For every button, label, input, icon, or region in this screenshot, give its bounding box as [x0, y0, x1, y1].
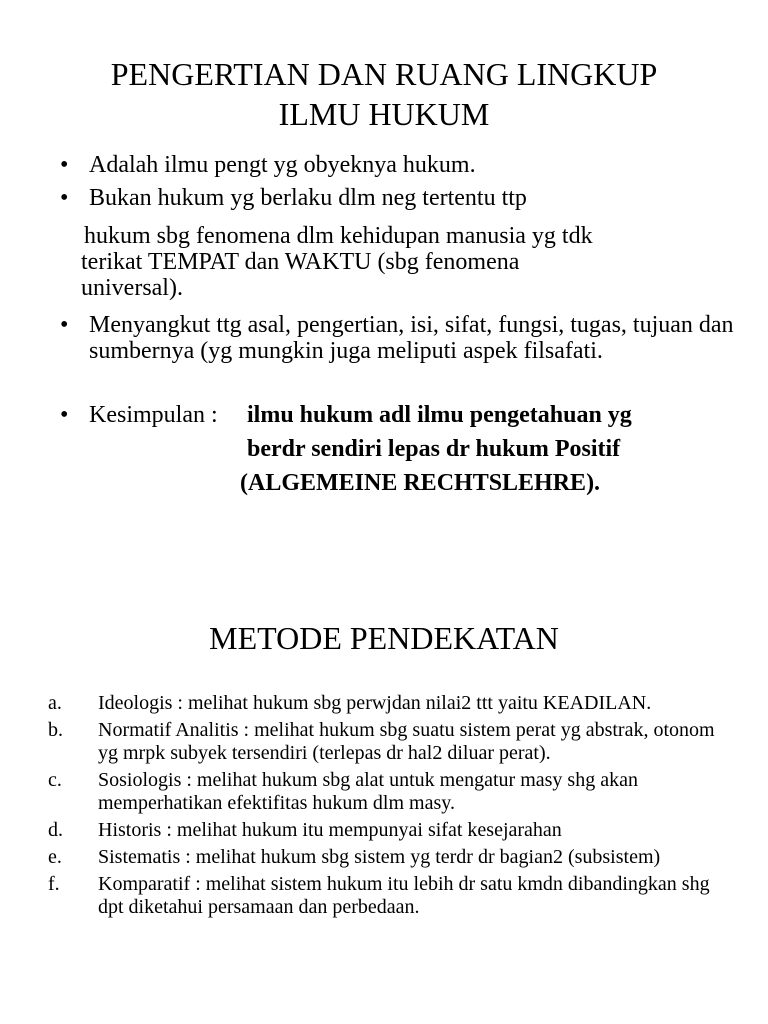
list-letter: e. — [48, 846, 62, 868]
list-letter: f. — [48, 873, 60, 895]
continuation-line-1: hukum sbg fenomena dlm kehidupan manusia yg tdk — [84, 223, 593, 249]
bullet-icon: • — [60, 312, 69, 338]
continuation-line-2: terikat TEMPAT dan WAKTU (sbg fenomena — [81, 249, 520, 275]
list-letter: a. — [48, 692, 62, 714]
method-list — [48, 692, 728, 923]
page-title-line-2: ILMU HUKUM — [278, 96, 490, 132]
list-item — [48, 769, 728, 815]
list-letter: b. — [48, 719, 63, 741]
list-item — [48, 819, 728, 842]
list-item — [60, 312, 750, 364]
section-title: METODE PENDEKATAN — [209, 620, 559, 656]
list-item-text: Adalah ilmu pengt yg obyeknya hukum. — [89, 152, 476, 178]
list-item-text: Menyangkut ttg asal, pengertian, isi, sifat, fungsi, tugas, tujuan dan sumbernya (yg mungkin juga meliputi aspek filsafati. — [89, 312, 734, 364]
list-item — [48, 719, 728, 765]
definition-list — [60, 152, 750, 218]
page-title-line-1: PENGERTIAN DAN RUANG LINGKUP — [110, 56, 658, 92]
list-letter: d. — [48, 819, 63, 841]
list-item-text: Sistematis : melihat hukum sbg sistem yg terdr dr bagian2 (subsistem) — [98, 846, 661, 868]
conclusion-label: Kesimpulan : — [89, 402, 218, 428]
scope-list — [60, 312, 750, 370]
conclusion-line-3: (ALGEMEINE RECHTSLEHRE). — [240, 470, 601, 496]
conclusion-line-2: berdr sendiri lepas dr hukum Positif — [247, 436, 621, 462]
conclusion-line-1: ilmu hukum adl ilmu pengetahuan yg — [247, 402, 632, 428]
list-item — [60, 185, 750, 211]
list-item-text: Historis : melihat hukum itu mempunyai sifat kesejarahan — [98, 819, 562, 841]
list-item-text: Normatif Analitis : melihat hukum sbg suatu sistem perat yg abstrak, otonom yg mrpk subyek tersendiri (terlepas dr hal2 diluar perat). — [98, 719, 715, 764]
list-item — [48, 846, 728, 869]
list-letter: c. — [48, 769, 62, 791]
bullet-icon: • — [60, 152, 69, 178]
bullet-continuation — [81, 223, 751, 301]
list-item — [48, 692, 728, 715]
list-item-text: Komparatif : melihat sistem hukum itu lebih dr satu kmdn dibandingkan shg dpt diketahui persamaan dan perbedaan. — [98, 873, 710, 918]
list-item-text: Bukan hukum yg berlaku dlm neg tertentu ttp — [89, 185, 527, 211]
continuation-line-3: universal). — [81, 275, 183, 301]
list-item-text: Sosiologis : melihat hukum sbg alat untuk mengatur masy shg akan memperhatikan efektifitas hukum dlm masy. — [98, 769, 638, 814]
bullet-icon: • — [60, 402, 69, 428]
bullet-icon: • — [60, 185, 69, 211]
list-item — [60, 152, 750, 178]
list-item-text: Ideologis : melihat hukum sbg perwjdan nilai2 ttt yaitu KEADILAN. — [98, 692, 652, 714]
list-item — [48, 873, 728, 919]
